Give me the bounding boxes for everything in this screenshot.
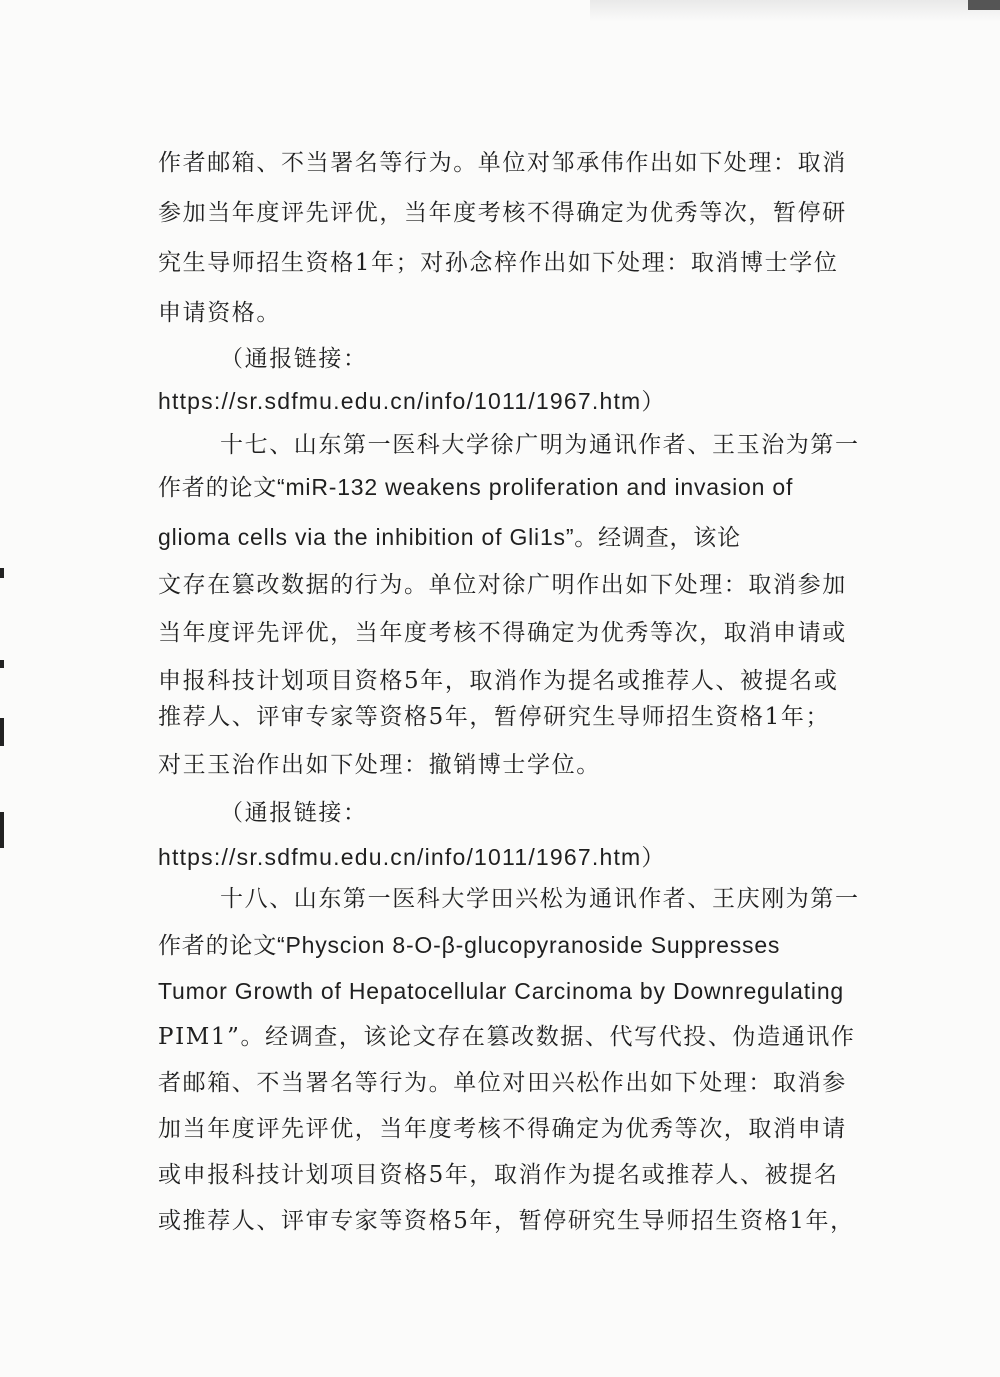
text-line: 十八、山东第一医科大学田兴松为通讯作者、王庆刚为第一: [220, 886, 860, 912]
text-line: 推荐人、评审专家等资格5年，暂停研究生导师招生资格1年；: [158, 704, 831, 730]
text-line: 或申报科技计划项目资格5年，取消作为提名或推荐人、被提名: [158, 1162, 839, 1188]
text-line: 对王玉治作出如下处理：撤销博士学位。: [158, 752, 601, 778]
text-line: 究生导师招生资格1年；对孙念梓作出如下处理：取消博士学位: [158, 250, 839, 276]
text-line: 或推荐人、评审专家等资格5年，暂停研究生导师招生资格1年，: [158, 1208, 855, 1234]
link-label: （通报链接：: [220, 346, 368, 372]
binding-mark: [0, 660, 4, 668]
scan-shadow-top: [590, 0, 1000, 22]
report-link[interactable]: https://sr.sdfmu.edu.cn/info/1011/1967.htm）: [158, 388, 666, 414]
text-line: 申请资格。: [158, 300, 281, 326]
text-line: 十七、山东第一医科大学徐广明为通讯作者、王玉治为第一: [220, 432, 860, 458]
paper-title-line: 作者的论文“Physcion 8-O-β-glucopyranoside Suppresses: [158, 932, 781, 958]
report-link[interactable]: https://sr.sdfmu.edu.cn/info/1011/1967.htm）: [158, 844, 666, 870]
binding-mark: [0, 812, 4, 848]
text-line: 作者邮箱、不当署名等行为。单位对邹承伟作出如下处理：取消: [158, 150, 847, 176]
text-line: 当年度评先评优，当年度考核不得确定为优秀等次，取消申请或: [158, 620, 847, 646]
paper-title-line: 作者的论文“miR-132 weakens proliferation and invasion of: [158, 474, 794, 500]
text-line: 文存在篡改数据的行为。单位对徐广明作出如下处理：取消参加: [158, 572, 847, 598]
binding-mark: [0, 568, 4, 578]
text-line: 参加当年度评先评优，当年度考核不得确定为优秀等次，暂停研: [158, 200, 847, 226]
text-line: 者邮箱、不当署名等行为。单位对田兴松作出如下处理：取消参: [158, 1070, 847, 1096]
text-line: 加当年度评先评优，当年度考核不得确定为优秀等次，取消申请: [158, 1116, 847, 1142]
link-label: （通报链接：: [220, 800, 368, 826]
scan-edge-mark: [968, 0, 1000, 10]
binding-mark: [0, 718, 4, 746]
paper-title-line: glioma cells via the inhibition of Gli1s”。经调查，该论: [158, 524, 741, 550]
text-line: 申报科技计划项目资格5年，取消作为提名或推荐人、被提名或: [158, 668, 839, 694]
text-line: PIM1”。经调查，该论文存在篡改数据、代写代投、伪造通讯作: [158, 1024, 856, 1050]
paper-title-line: Tumor Growth of Hepatocellular Carcinoma by Downregulating: [158, 978, 844, 1004]
